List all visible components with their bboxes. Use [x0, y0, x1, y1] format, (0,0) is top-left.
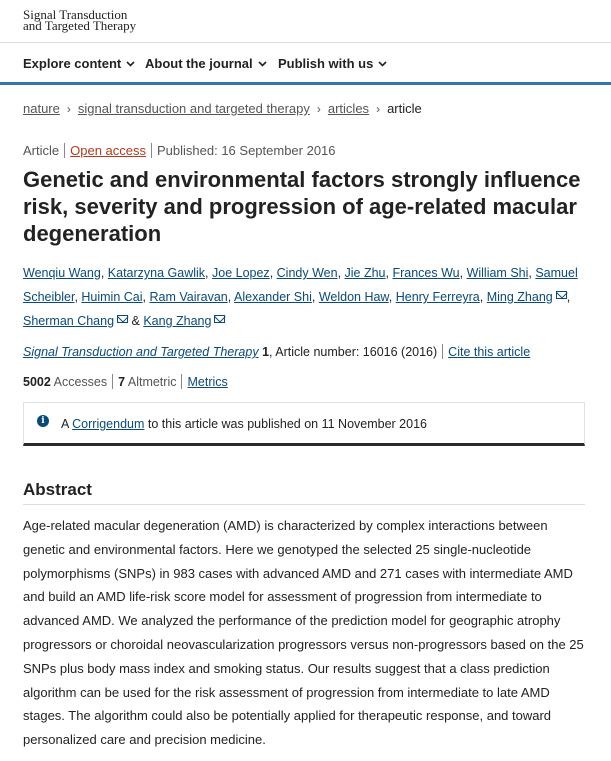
article-title: Genetic and environmental factors strongly influence risk, severity and progression of age-related macular degeneration: [23, 167, 581, 246]
breadcrumb-articles[interactable]: articles: [327, 101, 370, 116]
metrics-link[interactable]: Metrics: [187, 375, 228, 389]
article-meta: [23, 143, 336, 158]
author-and: &: [131, 314, 140, 328]
chevron-right-icon: ›: [66, 102, 71, 116]
corrigendum-notice: [23, 402, 585, 446]
author-link[interactable]: Ram Vairavan: [149, 290, 228, 304]
chevron-down-icon: [126, 61, 135, 67]
author-link[interactable]: Sherman Chang: [23, 314, 115, 328]
main-nav: [0, 43, 611, 85]
abstract-text: Age-related macular degeneration (AMD) is characterized by complex interactions between genetic and environmental factors. Here we genotyped the selected 25 single-nucleotide polymorphisms (SNPs) in 983 cases with advanced AMD and 271 cases with intermediate AMD and build an AMD life-risk score model for assessment of progression from intermediate to advanced AMD. We analyzed the performance of the prediction model for geographic atrophy progressors or choroidal neovascularization progressors versus non-progressors based on the 25 SNPs plus body mass index and smoking status. Our results suggest that a class prediction algorithm can be used for the risk assessment of progression from intermediate to late AMD stages. The algorithm could also be potentially applied for therapeutic response, and toward personalized care and precision medicine.: [23, 518, 584, 748]
chevron-right-icon: ›: [316, 102, 321, 116]
open-access-link[interactable]: Open access: [70, 143, 146, 158]
chevron-down-icon: [258, 61, 267, 67]
journal-volume: 1: [262, 345, 270, 359]
nav-publish-with-us[interactable]: [278, 56, 387, 71]
notice-suffix: to this article was published on 11 November 2016: [147, 417, 427, 431]
breadcrumb-journal[interactable]: signal transduction and targeted therapy: [77, 101, 310, 116]
author-link[interactable]: Henry Ferreyra: [395, 290, 480, 304]
author-link[interactable]: Alexander Shi: [234, 290, 312, 304]
article-type: Article: [23, 143, 60, 158]
site-header: [0, 0, 611, 43]
author-link[interactable]: Katarzyna Gawlik: [107, 266, 206, 280]
mail-icon[interactable]: [214, 315, 225, 323]
nav-label: Publish with us: [278, 56, 374, 71]
author-list: Wenqiu Wang, Katarzyna Gawlik, Joe Lopez, Cindy Wen, Jie Zhu, Frances Wu, William Shi, Samuel Scheibler, Huimin Cai, Ram Vairavan, Alexander Shi, Weldon Haw, Henry Ferreyra, Ming Zhang , Sherman Chang & Kang Zhang: [23, 266, 578, 328]
nav-about-journal[interactable]: [145, 56, 267, 71]
divider: [112, 374, 113, 389]
nav-explore-content[interactable]: [23, 56, 135, 71]
logo-line-1: Signal Transduction: [23, 7, 128, 22]
chevron-down-icon: [378, 61, 387, 67]
author-link[interactable]: Kang Zhang: [143, 314, 212, 328]
breadcrumb-current: article: [387, 101, 422, 116]
author-link[interactable]: Wenqiu Wang: [23, 266, 101, 280]
breadcrumb-nature[interactable]: nature: [23, 101, 60, 116]
abstract-heading[interactable]: Abstract: [23, 468, 585, 505]
journal-citation: [23, 344, 530, 359]
author-link[interactable]: Cindy Wen: [276, 266, 338, 280]
mail-icon[interactable]: [117, 315, 128, 323]
altmetric-count: 7: [118, 375, 126, 389]
author-link[interactable]: Samuel Scheibler: [23, 266, 578, 304]
nav-label: About the journal: [145, 56, 253, 71]
article-number: , Article number: 16016 (2016): [269, 345, 438, 359]
author-link[interactable]: Joe Lopez: [212, 266, 270, 280]
author-link[interactable]: William Shi: [466, 266, 529, 280]
author-link[interactable]: Jie Zhu: [344, 266, 386, 280]
author-link[interactable]: Huimin Cai: [81, 290, 143, 304]
divider: [442, 344, 443, 359]
chevron-right-icon: ›: [376, 102, 381, 116]
article-metrics: [23, 374, 228, 389]
notice-prefix: A: [61, 417, 69, 431]
author-link[interactable]: Frances Wu: [392, 266, 460, 280]
mail-icon[interactable]: [556, 291, 567, 299]
divider: [64, 143, 65, 158]
divider: [181, 374, 182, 389]
accesses-count: 5002: [23, 375, 51, 389]
altmetric-label: Altmetric: [127, 375, 177, 389]
notice-text: [61, 417, 427, 431]
corrigendum-link[interactable]: Corrigendum: [72, 417, 145, 431]
logo-line-2: and Targeted Therapy: [23, 18, 137, 33]
divider: [151, 143, 152, 158]
journal-name-link[interactable]: Signal Transduction and Targeted Therapy: [23, 345, 259, 359]
info-icon: i: [37, 415, 49, 427]
cite-article-link[interactable]: Cite this article: [448, 345, 531, 359]
breadcrumb: [23, 101, 422, 116]
journal-logo[interactable]: [23, 9, 136, 31]
published-date: Published: 16 September 2016: [157, 143, 336, 158]
nav-label: Explore content: [23, 56, 122, 71]
author-link[interactable]: Ming Zhang: [486, 290, 553, 304]
author-link[interactable]: Weldon Haw: [318, 290, 389, 304]
accesses-label: Accesses: [53, 375, 108, 389]
